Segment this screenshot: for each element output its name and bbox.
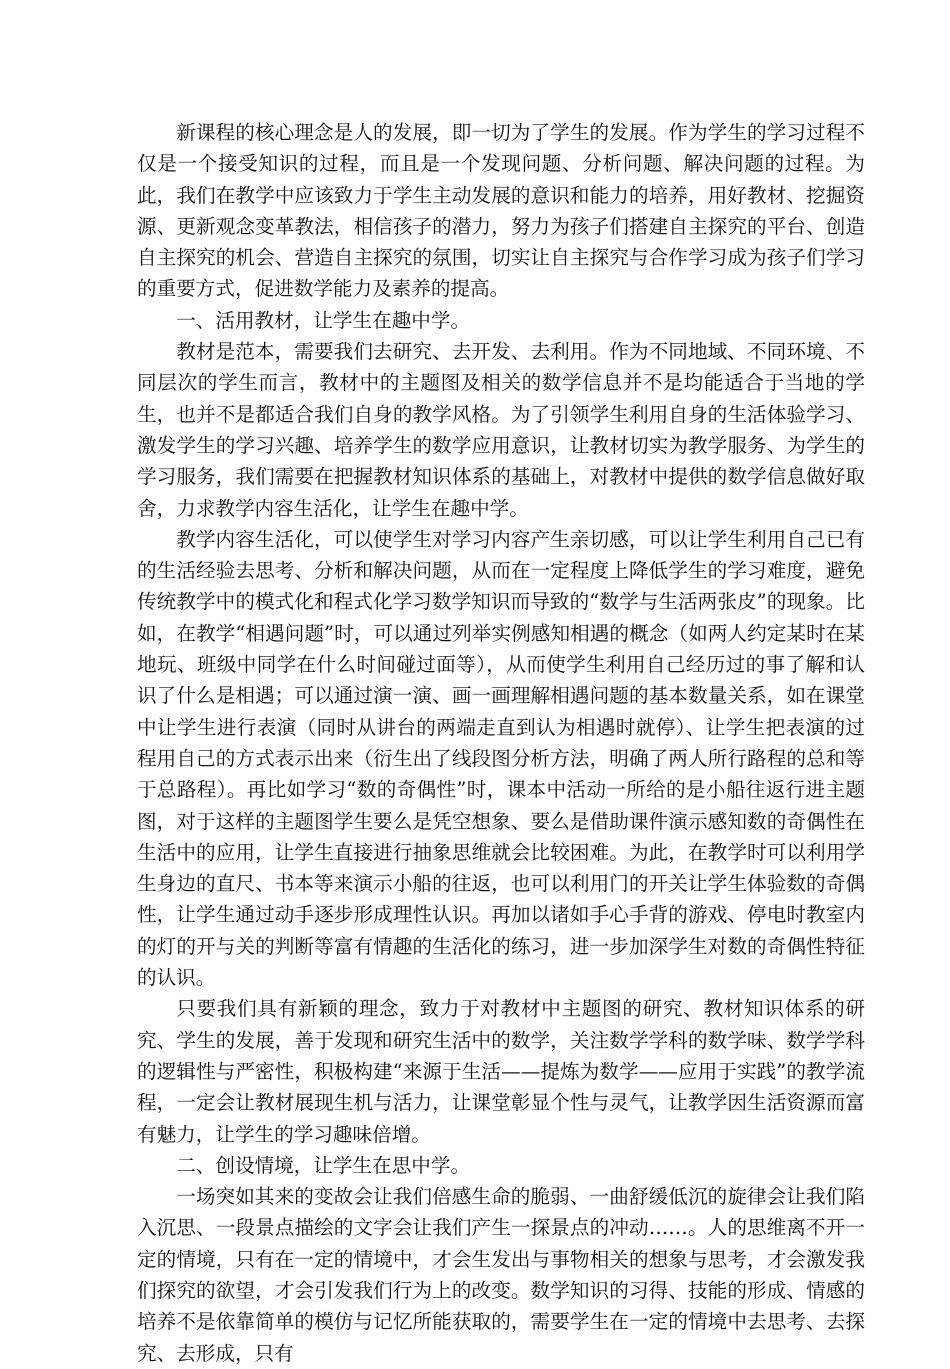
section-heading-1: 一、活用教材，让学生在趣中学。 bbox=[176, 308, 471, 332]
body-paragraph: 教材是范本，需要我们去研究、去开发、去利用。作为不同地域、不同环境、不同层次的学生而言，教材中的主题图及相关的数学信息并不是均能适合于当地的学生，也并不是都适合我们自身的教学风格。为了引领学生利用自身的生活体验学习、激发学生的学习兴趣、培养学生的数学应用意识，让教材切实为教学服务、为学生的学习服务，我们需要在把握教材知识体系的基础上，对教材中提供的数学信息做好取舍，力求教学内容生活化，让学生在趣中学。 bbox=[137, 340, 865, 520]
body-paragraph: 教学内容生活化，可以使学生对学习内容产生亲切感，可以让学生利用自己已有的生活经验去思考、分析和解决问题，从而在一定程度上降低学生的学习难度，避免传统教学中的模式化和程式化学习数学知识而导致的“数学与生活两张皮”的现象。比如，在教学“相遇问题”时，可以通过列举实例感知相遇的概念（如两人约定某时在某地玩、班级中同学在什么时间碰过面等），从而使学生利用自己经历过的事了解和认识了什么是相遇；可以通过演一演、画一画理解相遇问题的基本数量关系，如在课堂中让学生进行表演（同时从讲台的两端走直到认为相遇时就停）、让学生把表演的过程用自己的方式表示出来（衍生出了线段图分析方法，明确了两人所行路程的总和等于总路程）。再比如学习“数的奇偶性”时，课本中活动一所给的是小船往返行进主题图，对于这样的主题图学生要么是凭空想象、要么是借助课件演示感知数的奇偶性在生活中的应用，让学生直接进行抽象思维就会比较困难。为此，在教学时可以利用学生身边的直尺、书本等来演示小船的往返，也可以利用门的开关让学生体验数的奇偶性，让学生通过动手逐步形成理性认识。再加以诸如手心手背的游戏、停电时教室内的灯的开与关的判断等富有情趣的生活化的练习，进一步加深学生对数的奇偶性特征的认识。 bbox=[137, 527, 865, 990]
body-paragraph: 只要我们具有新颖的理念，致力于对教材中主题图的研究、教材知识体系的研究、学生的发展，善于发现和研究生活中的数学，关注数学学科的数学味、数学学科的逻辑性与严密性，积极构建“来源于生活——提炼为数学——应用于实践”的教学流程，一定会让教材展现生机与活力，让课堂彰显个性与灵气，让教学因生活资源而富有魅力，让学生的学习趣味倍增。 bbox=[137, 997, 865, 1146]
intro-paragraph: 新课程的核心理念是人的发展，即一切为了学生的发展。作为学生的学习过程不仅是一个接受知识的过程，而且是一个发现问题、分析问题、解决问题的过程。为此，我们在教学中应该致力于学生主动发展的意识和能力的培养，用好教材、挖掘资源、更新观念变革教法，相信孩子的潜力，努力为孩子们搭建自主探究的平台、创造自主探究的机会、营造自主探究的氛围，切实让自主探究与合作学习成为孩子们学习的重要方式，促进数学能力及素养的提高。 bbox=[137, 121, 865, 301]
body-paragraph: 一场突如其来的变故会让我们倍感生命的脆弱、一曲舒缓低沉的旋律会让我们陷入沉思、一段景点描绘的文字会让我们产生一探景点的冲动……。人的思维离不开一定的情境，只有在一定的情境中，才会生发出与事物相关的想象与思考，才会激发我们探究的欲望，才会引发我们行为上的改变。数学知识的习得、技能的形成、情感的培养不是依靠简单的模仿与记忆所能获取的，需要学生在一定的情境中去思考、去探究、去形成，只有 bbox=[137, 1185, 865, 1365]
section-heading-2: 二、创设情境，让学生在思中学。 bbox=[176, 1153, 471, 1177]
document-body bbox=[137, 117, 865, 1369]
